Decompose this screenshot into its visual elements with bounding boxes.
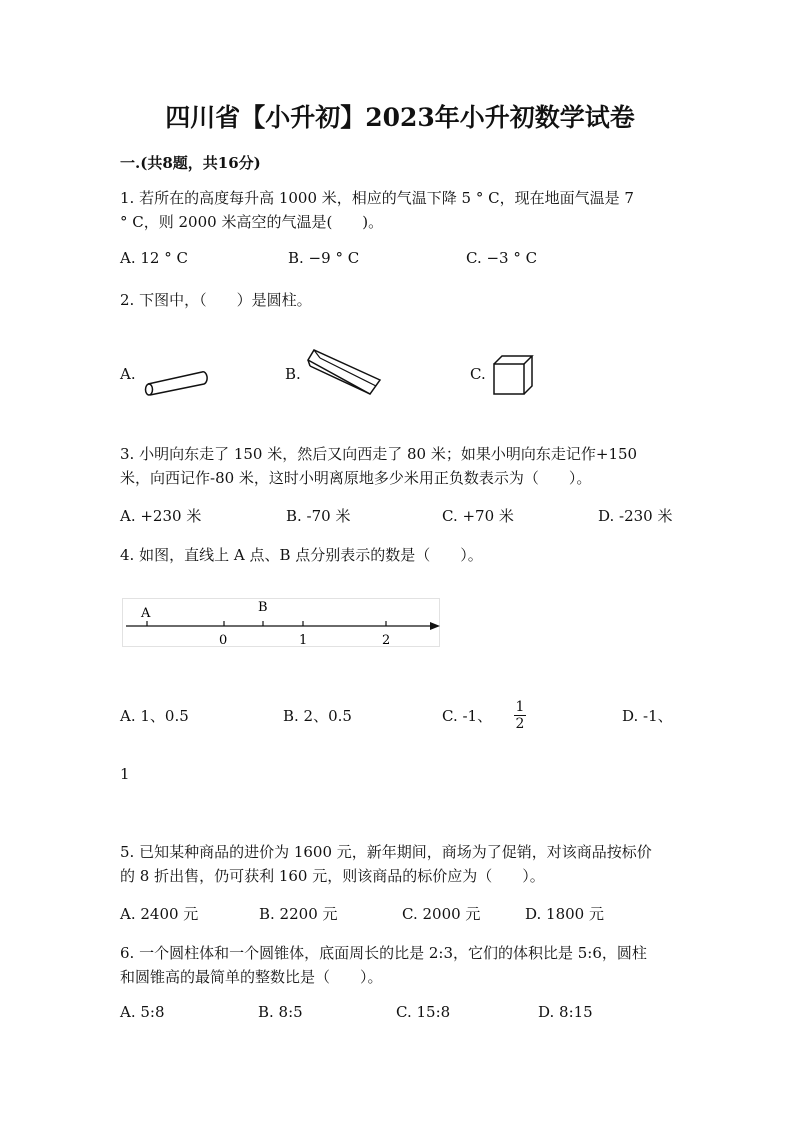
question-2-option-c: C. [470, 365, 486, 383]
fraction-denominator: 2 [515, 716, 525, 732]
tick-label-2: 2 [382, 633, 391, 648]
page-title: 四川省【小升初】2023年小升初数学试卷 [165, 103, 635, 132]
question-1-option-a: A. 12 ° C [120, 249, 188, 267]
question-3-stem-line-2: 米，向西记作-80 米，这时小明离原地多少米用正负数表示为（ ）。 [120, 469, 592, 487]
question-4-stem: 4. 如图，直线上 A 点、B 点分别表示的数是（ ）。 [120, 546, 483, 564]
question-4-option-d: D. -1、 [622, 707, 673, 725]
question-1-stem-line-2: ° C，则 2000 米高空的气温是( )。 [120, 213, 384, 231]
question-3-stem-line-1: 3. 小明向东走了 150 米，然后又向西走了 80 米；如果小明向东走记作+150 [120, 445, 638, 463]
cube-icon [490, 352, 536, 398]
point-b-label: B [258, 600, 268, 615]
option-c-fraction [514, 699, 526, 732]
question-5-option-a: A. 2400 元 [120, 905, 199, 923]
question-5-stem-line-1: 5. 已知某种商品的进价为 1600 元，新年期间，商场为了促销，对该商品按标价 [120, 843, 652, 861]
question-3-option-d: D. -230 米 [598, 507, 673, 525]
question-6-option-c: C. 15:8 [396, 1003, 451, 1021]
tick-label-0: 0 [219, 633, 228, 648]
fraction-numerator: 1 [515, 699, 525, 715]
question-1-option-c: C. −3 ° C [466, 249, 538, 267]
question-2-stem: 2. 下图中，（ ）是圆柱。 [120, 291, 312, 309]
question-6-option-a: A. 5:8 [120, 1003, 165, 1021]
question-3-option-b: B. -70 米 [286, 507, 351, 525]
question-5-option-b: B. 2200 元 [259, 905, 338, 923]
question-3-option-a: A. +230 米 [120, 507, 202, 525]
number-line-figure [122, 598, 442, 648]
question-5-option-d: D. 1800 元 [525, 905, 604, 923]
point-a-label: A [141, 606, 151, 621]
question-6-stem-line-1: 6. 一个圆柱体和一个圆锥体，底面周长的比是 2:3，它们的体积比是 5:6，圆柱 [120, 944, 647, 962]
question-4-option-b: B. 2、0.5 [283, 707, 352, 725]
question-4-option-a: A. 1、0.5 [120, 707, 189, 725]
question-2-option-a: A. [120, 365, 136, 383]
question-6-option-d: D. 8:15 [538, 1003, 593, 1021]
question-5-option-c: C. 2000 元 [402, 905, 481, 923]
question-2-option-b: B. [285, 365, 301, 383]
question-3-option-c: C. +70 米 [442, 507, 514, 525]
section-heading: 一.(共8题，共16分) [120, 154, 261, 172]
question-1-stem-line-1: 1. 若所在的高度每升高 1000 米，相应的气温下降 5 ° C，现在地面气温是 7 [120, 189, 634, 207]
question-5-stem-line-2: 的 8 折出售，仍可获利 160 元，则该商品的标价应为（ ）。 [120, 867, 545, 885]
tick-label-1: 1 [299, 633, 308, 648]
question-6-option-b: B. 8:5 [258, 1003, 303, 1021]
question-4-option-d-continued: 1 [120, 765, 130, 783]
question-4-option-c: C. -1、 [442, 707, 493, 725]
question-1-option-b: B. −9 ° C [288, 249, 360, 267]
question-6-stem-line-2: 和圆锥高的最简单的整数比是（ ）。 [120, 968, 383, 986]
cylinder-rod-icon [140, 368, 212, 398]
triangular-prism-icon [300, 346, 386, 400]
